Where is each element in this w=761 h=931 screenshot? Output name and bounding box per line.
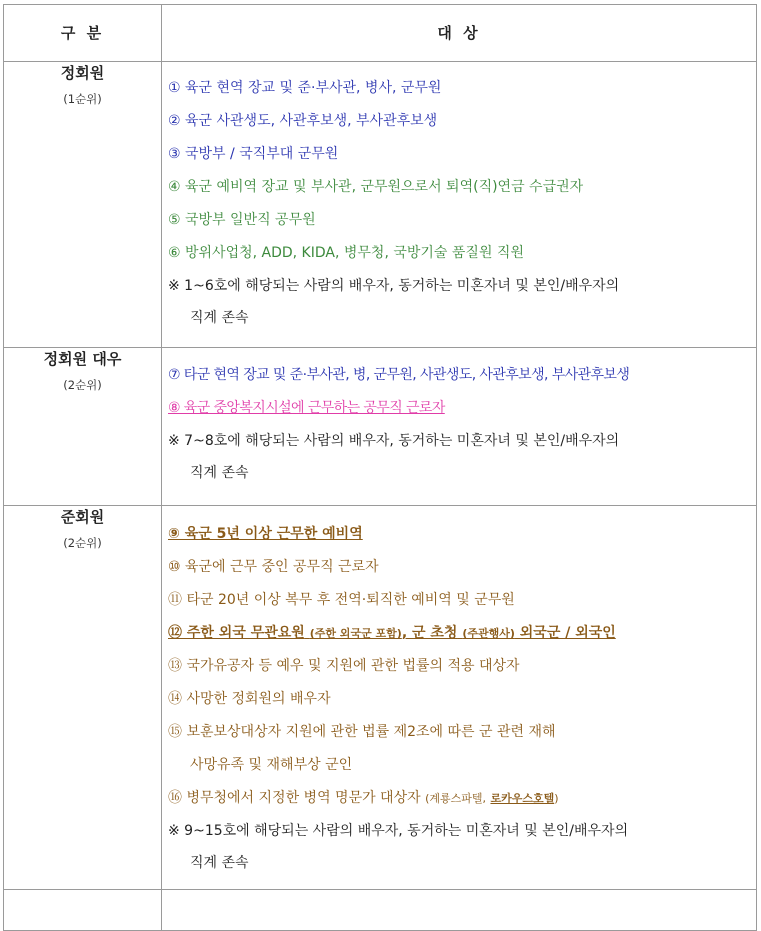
category-name: 정회원 대우 [43, 350, 122, 368]
note-text-continued: 직계 존속 [190, 855, 249, 871]
note-text: ※ 7~8호에 해당되는 사람의 배우자, 동거하는 미혼자녀 및 본인/배우자의 [168, 433, 620, 449]
target-cell [162, 348, 757, 506]
list-item: ⑭ 사망한 정회원의 배우자 [168, 691, 331, 707]
note-text-continued: 직계 존속 [190, 310, 249, 326]
empty-cell [162, 890, 757, 931]
item-note: ) [554, 792, 559, 805]
note-text: ※ 1~6호에 해당되는 사람의 배우자, 동거하는 미혼자녀 및 본인/배우자의 [168, 278, 620, 294]
list-item: ⑥ 방위사업청, ADD, KIDA, 병무청, 국방기술 품질원 직원 [168, 245, 524, 261]
header-target-cell [162, 5, 757, 62]
category-cell [4, 62, 162, 348]
list-item: ② 육군 사관생도, 사관후보생, 부사관후보생 [168, 113, 438, 129]
item-note: (계룡스파텔, [425, 792, 487, 805]
list-item: ⑮ 보훈보상대상자 지원에 관한 법률 제2조에 따른 군 관련 재해 [168, 724, 556, 740]
list-item: ⑨ 육군 5년 이상 근무한 예비역 [168, 526, 363, 542]
note-text-continued: 직계 존속 [190, 465, 249, 481]
list-item: ③ 국방부 / 국직부대 군무원 [168, 146, 339, 162]
hotel-name: 로카우스호텔 [490, 792, 555, 805]
item-text: ⑫ 주한 외국 무관요원 [168, 625, 305, 641]
header-target: 대 상 [437, 24, 481, 42]
category-name: 정회원 [60, 64, 105, 82]
category-cell [4, 348, 162, 506]
category-name: 준회원 [60, 508, 105, 526]
list-item-continued: 사망유족 및 재해부상 군인 [190, 757, 353, 773]
item-note: (주한 외국군 포함) [309, 627, 402, 640]
list-item: ① 육군 현역 장교 및 준·부사관, 병사, 군무원 [168, 80, 442, 96]
item-text: , 군 초청 [401, 625, 458, 641]
list-item: ⑪ 타군 20년 이상 복무 후 전역·퇴직한 예비역 및 군무원 [168, 592, 515, 608]
list-item: ⑩ 육군에 근무 중인 공무직 근로자 [168, 559, 379, 575]
header-category: 구 분 [60, 24, 105, 42]
list-item: ⑦ 타군 현역 장교 및 준·부사관, 병, 군무원, 사관생도, 사관후보생, 부사관후보생 [168, 367, 630, 383]
item-note: (주관행사) [462, 627, 515, 640]
category-rank: (2순위) [63, 536, 102, 550]
list-item-foreign-attache [168, 617, 756, 650]
note-text: ※ 9~15호에 해당되는 사람의 배우자, 동거하는 미혼자녀 및 본인/배우자의 [168, 823, 629, 839]
item-text: ⑯ 병무청에서 지정한 병역 명문가 대상자 [168, 790, 426, 806]
row-regular-member [4, 62, 757, 348]
list-item-military-family [168, 782, 756, 815]
header-category-cell [4, 5, 162, 62]
header-row [4, 5, 757, 62]
row-regular-equivalent [4, 348, 757, 506]
list-item: ⑬ 국가유공자 등 예우 및 지원에 관한 법률의 적용 대상자 [168, 658, 520, 674]
list-item: ⑧ 육군 중앙복지시설에 근무하는 공무직 근로자 [168, 400, 445, 416]
row-associate-member [4, 506, 757, 890]
category-cell [4, 506, 162, 890]
list-item: ⑤ 국방부 일반직 공무원 [168, 212, 316, 228]
category-rank: (1순위) [63, 92, 102, 106]
membership-table [3, 4, 757, 931]
list-item: ④ 육군 예비역 장교 및 부사관, 군무원으로서 퇴역(직)연금 수급권자 [168, 179, 584, 195]
empty-cell [4, 890, 162, 931]
target-cell [162, 506, 757, 890]
item-text: 외국군 / 외국인 [514, 625, 616, 641]
target-cell [162, 62, 757, 348]
category-rank: (2순위) [63, 378, 102, 392]
row-cut-off [4, 890, 757, 931]
